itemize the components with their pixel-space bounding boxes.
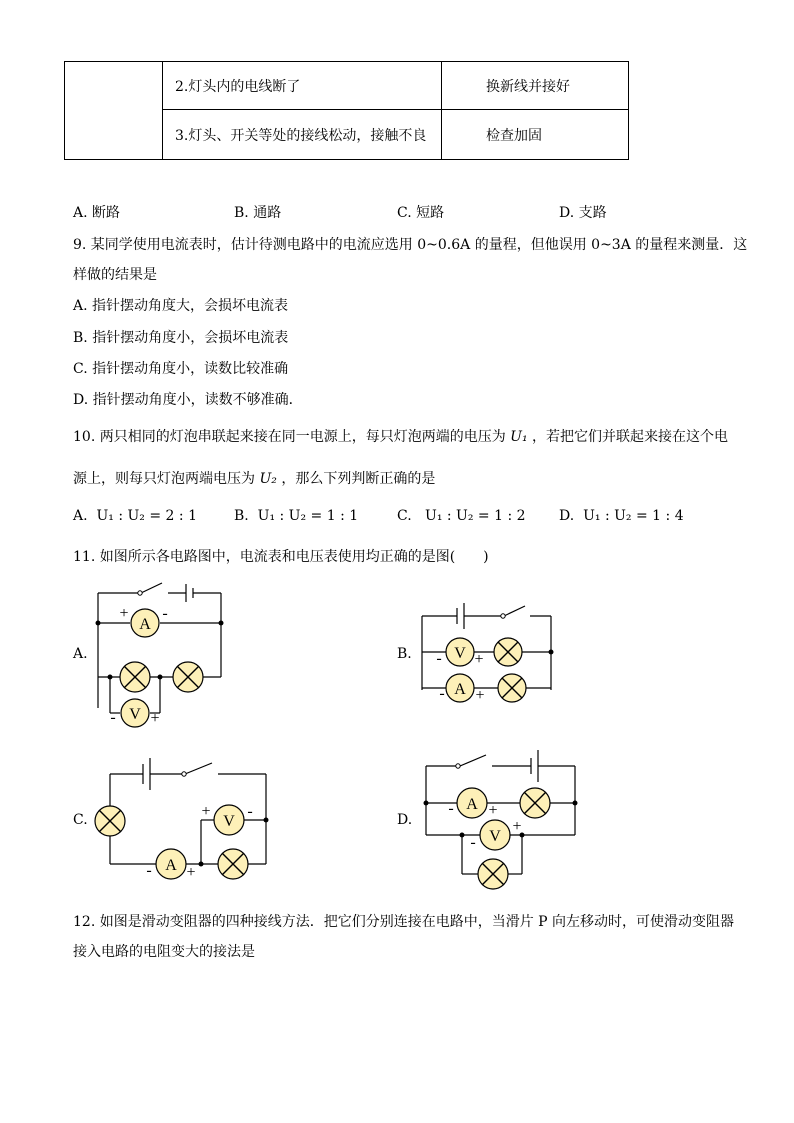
ammeter-a-label: A: [139, 616, 151, 633]
svg-text:+: +: [186, 864, 196, 881]
q9-option-b: B. 指针摆动角度小，会损坏电流表: [73, 330, 289, 346]
option-label: B.: [234, 508, 249, 524]
svg-text:+: +: [201, 803, 211, 820]
option-expr: U₁ : U₂ = 2 : 1: [96, 508, 197, 524]
svg-text:V: V: [454, 645, 466, 662]
svg-text:+: +: [488, 802, 498, 819]
lamp-icon: [520, 788, 550, 818]
q8-option-b: B. 通路: [234, 205, 282, 221]
svg-text:-: -: [436, 650, 442, 667]
circuit-b-label: B.: [397, 646, 412, 662]
q9-option-d: D. 指针摆动角度小，读数不够准确．: [73, 392, 303, 408]
lamp-icon: [478, 859, 508, 889]
option-expr: U₁ : U₂ = 1 : 4: [583, 508, 684, 524]
q9-option-c: C. 指针摆动角度小，读数比较准确: [73, 361, 289, 377]
q10-text: 源上，则每只灯泡两端电压为: [73, 471, 255, 487]
q12-stem-line2: 接入电路的电阻变大的接法是: [73, 944, 255, 960]
option-label: D.: [559, 508, 575, 524]
svg-text:-: -: [247, 803, 253, 820]
q9-stem-line1: 9. 某同学使用电流表时，估计待测电路中的电流应选用 0~0.6A 的量程，但他误用 0~3A 的量程来测量．这: [73, 237, 748, 253]
svg-text:-: -: [146, 862, 152, 879]
svg-text:-: -: [110, 709, 116, 726]
svg-text:V: V: [129, 706, 141, 723]
q10-text: 10. 两只相同的灯泡串联起来接在同一电源上，每只灯泡两端的电压为: [73, 429, 506, 445]
option-label: A.: [73, 508, 88, 524]
svg-text:A: A: [165, 857, 177, 874]
option-expr: U₁ : U₂ = 1 : 2: [425, 508, 526, 524]
svg-text:+: +: [512, 818, 522, 835]
circuit-a-label: A.: [73, 646, 88, 662]
svg-text:-: -: [439, 685, 445, 702]
u2-symbol: U₂: [259, 471, 277, 487]
svg-text:-: -: [162, 605, 168, 622]
q10-text: ，若把它们并联起来接在这个电: [532, 429, 729, 445]
svg-text:V: V: [489, 828, 501, 845]
svg-text:+: +: [150, 710, 160, 727]
q9-stem-line2: 样做的结果是: [73, 267, 157, 283]
svg-text:A: A: [454, 681, 466, 698]
table-cell-remedy: 换新线并接好: [442, 62, 629, 110]
q9-option-a: A. 指针摆动角度大，会损坏电流表: [73, 298, 289, 314]
table-cell-cause: 3.灯头、开关等处的接线松动，接触不良: [163, 110, 442, 160]
circuit-d-label: D.: [397, 812, 413, 828]
circuit-c-label: C.: [73, 812, 88, 828]
q8-option-c: C. 短路: [397, 205, 445, 221]
table-cell-cause: 2.灯头内的电线断了: [163, 62, 442, 110]
q10-text: ，那么下列判断正确的是: [281, 471, 436, 487]
svg-text:+: +: [474, 651, 484, 668]
option-expr: U₁ : U₂ = 1 : 1: [257, 508, 359, 524]
svg-text:-: -: [448, 800, 454, 817]
table-cell-remedy: 检查加固: [442, 110, 629, 160]
svg-text:+: +: [119, 605, 129, 622]
q12-stem-line1: 12. 如图是滑动变阻器的四种接线方法．把它们分别连接在电路中，当滑片 P 向左移动时，可使滑动变阻器: [73, 914, 735, 930]
q8-option-d: D. 支路: [559, 205, 607, 221]
option-label: C.: [397, 508, 412, 524]
svg-text:A: A: [466, 796, 478, 813]
q11-stem: 11. 如图所示各电路图中，电流表和电压表使用均正确的是图( ): [73, 549, 489, 565]
q8-option-a: A. 断路: [73, 205, 121, 221]
u1-symbol: U₁: [510, 429, 528, 445]
svg-text:V: V: [223, 813, 235, 830]
svg-text:+: +: [475, 687, 485, 704]
svg-text:-: -: [470, 834, 476, 851]
